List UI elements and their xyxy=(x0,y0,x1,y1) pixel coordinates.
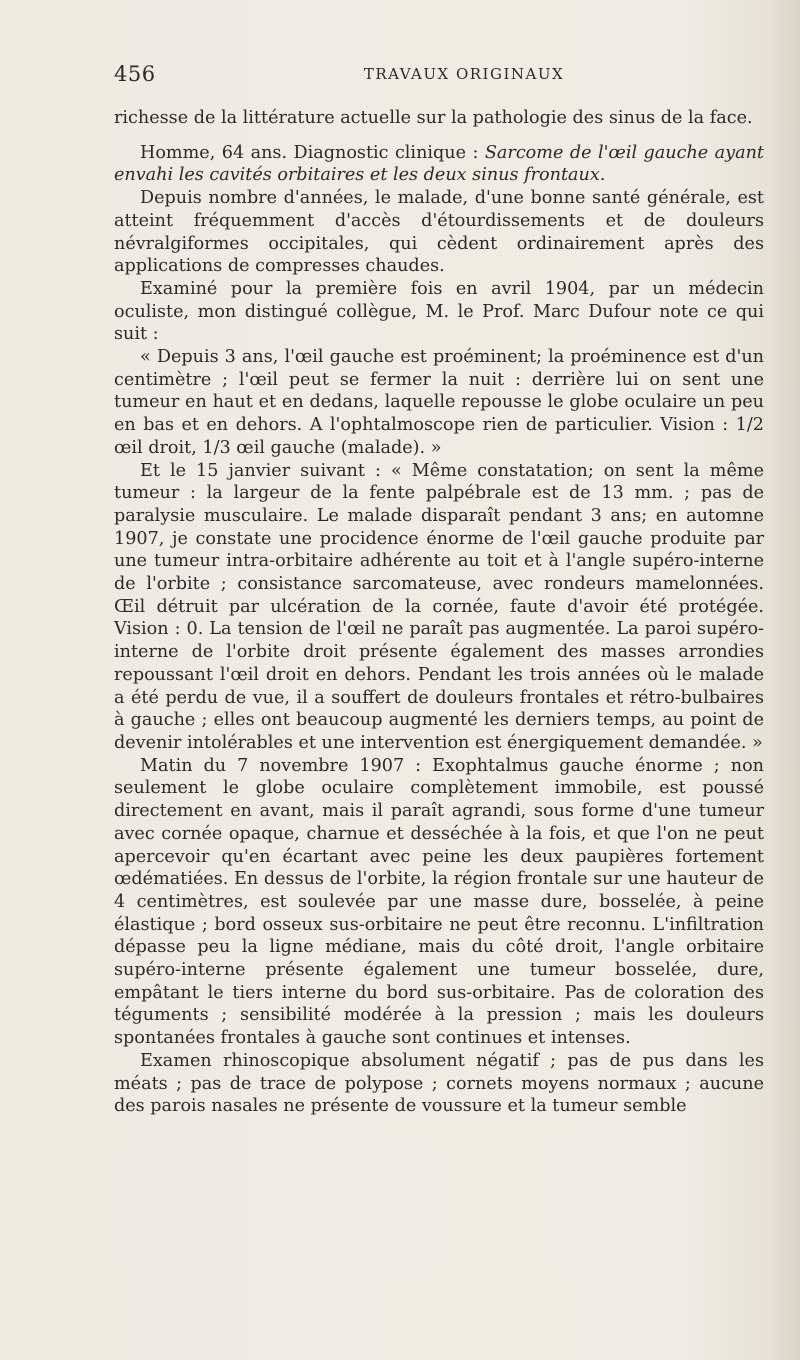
paragraph-quote-january: Et le 15 janvier suivant : « Même constatation; on sent la même tumeur : la largeur de la fente palpébrale est de 13 mm. ; pas de paralysie musculaire. Le malade disparaît pendant 3 ans; en automne 1907, je constate une procidence énorme de l'œil gauche produite par une tumeur intra-orbitaire adhérente au toit et à l'angle supéro-interne de l'orbite ; consistance sarcomateuse, avec rondeurs mamelonnées. Œil détruit par ulcération de la cornée, faute d'avoir été protégée. Vision : 0. La tension de l'œil ne paraît pas augmentée. La paroi supéro-interne de l'orbite droit présente également des masses arrondies repoussant l'œil droit en dehors. Pendant les trois années où le malade a été perdu de vue, il a souffert de douleurs frontales et rétro-bulbaires à gauche ; elles ont beaucoup augmenté les derniers temps, au point de devenir intolérables et une intervention est énergiquement demandée. » xyxy=(114,460,764,753)
page-header xyxy=(114,62,764,90)
paragraph-rhinoscopy: Examen rhinoscopique absolument négatif ; pas de pus dans les méats ; pas de trace de polypose ; cornets moyens normaux ; aucune des parois nasales ne présente de voussure et la tumeur semble xyxy=(114,1050,764,1117)
diagnosis-prefix: Homme, 64 ans. Diagnostic clinique : xyxy=(140,142,485,163)
body-text xyxy=(114,107,764,1118)
page-number: 456 xyxy=(114,62,156,86)
paragraph-examination: Examiné pour la première fois en avril 1904, par un médecin oculiste, mon distingué collègue, M. le Prof. Marc Dufour note ce qui suit : xyxy=(114,278,764,345)
diagnosis-italic: Sarcome de l'œil gauche ayant envahi les cavités orbitaires et les deux sinus frontaux. xyxy=(114,142,764,186)
paragraph-diagnosis xyxy=(114,142,764,187)
paragraph-history: Depuis nombre d'années, le malade, d'une bonne santé générale, est atteint fréquemment d'accès d'étourdissements et de douleurs névralgiformes occipitales, qui cèdent ordinairement après des applications de compresses chaudes. xyxy=(114,188,764,277)
running-title: TRAVAUX ORIGINAUX xyxy=(363,65,565,83)
paragraph-november: Matin du 7 novembre 1907 : Exophtalmus gauche énorme ; non seulement le globe oculaire complètement immobile, est poussé directement en avant, mais il paraît agrandi, sous forme d'une tumeur avec cornée opaque, charnue et desséchée à la fois, et que l'on ne peut apercevoir qu'en écartant avec peine les deux paupières fortement œdématiées. En dessus de l'orbite, la région frontale sur une hauteur de 4 centimètres, est soulevée par une masse dure, bosselée, à peine élastique ; bord osseux sus-orbitaire ne peut être reconnu. L'infiltration dépasse peu la ligne médiane, mais du côté droit, l'angle orbitaire supéro-interne présente également une tumeur bosselée, dure, empâtant le tiers interne du bord sus-orbitaire. Pas de coloration des téguments ; sensibilité modérée à la pression ; mais les douleurs spontanées frontales à gauche sont continues et intenses. xyxy=(114,755,764,1049)
paragraph-quote-1904: « Depuis 3 ans, l'œil gauche est proéminent; la proéminence est d'un centimètre ; l'œil peut se fermer la nuit : derrière lui on sent une tumeur en haut et en dedans, laquelle repousse le globe oculaire un peu en bas et en dehors. A l'ophtalmoscope rien de particulier. Vision : 1/2 œil droit, 1/3 œil gauche (malade). » xyxy=(114,347,764,458)
paragraph-continuation: richesse de la littérature actuelle sur la pathologie des sinus de la face. xyxy=(114,108,753,128)
